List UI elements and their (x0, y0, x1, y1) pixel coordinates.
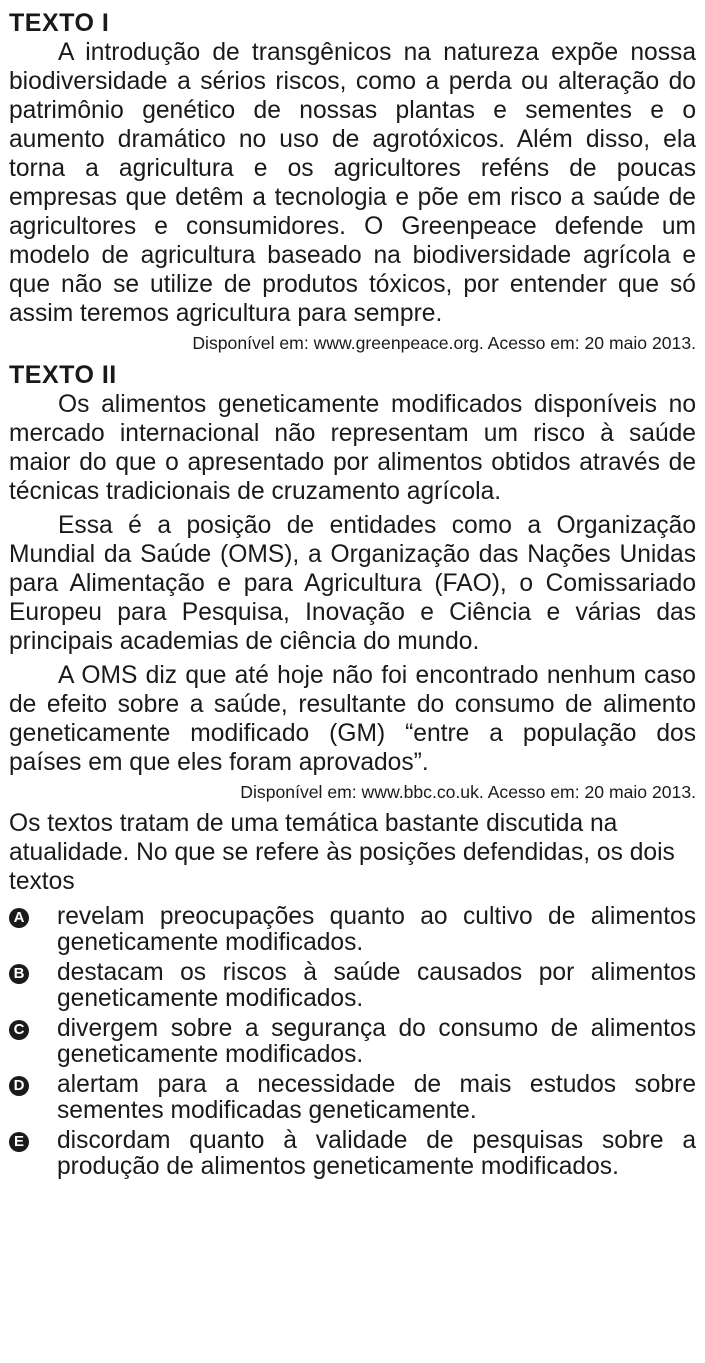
option-c-text: divergem sobre a segurança do consumo de alimentos geneticamente modificados. (57, 1015, 696, 1068)
answer-options (9, 904, 696, 1180)
option-c-letter-icon: C (9, 1020, 29, 1040)
texto1-paragraph: A introdução de transgênicos na natureza expõe nossa biodiversidade a sérios riscos, como a perda ou alteração do patrimônio genético de nossas plantas e sementes e o aumento dramático no uso de agrotóxicos. Além disso, ela torna a agricultura e os agricultores reféns de poucas empresas que detêm a tecnologia e põe em risco a saúde de agricultores e consumidores. O Greenpeace defende um modelo de agricultura baseado na biodiversidade agrícola e que não se utilize de produtos tóxicos, por entender que só assim teremos agricultura para sempre. (9, 39, 696, 327)
option-e-text: discordam quanto à validade de pesquisas sobre a produção de alimentos geneticamente modificados. (57, 1127, 696, 1180)
question-stem: Os textos tratam de uma temática bastante discutida na atualidade. No que se refere às posições defendidas, os dois textos (9, 810, 675, 895)
option-b-text: destacam os riscos à saúde causados por alimentos geneticamente modificados. (57, 959, 696, 1012)
option-a-text: revelam preocupações quanto ao cultivo de alimentos geneticamente modificados. (57, 903, 696, 956)
option-b-letter-icon: B (9, 964, 29, 984)
option-d-text: alertam para a necessidade de mais estudos sobre sementes modificadas geneticamente. (57, 1071, 696, 1124)
texto2-paragraph-3: A OMS diz que até hoje não foi encontrado nenhum caso de efeito sobre a saúde, resultante do consumo de alimento geneticamente modificado (GM) “entre a população dos países em que eles foram aprovados”. (9, 662, 696, 776)
texto2-title: TEXTO II (9, 361, 117, 389)
option-e-letter-icon: E (9, 1132, 29, 1152)
option-d[interactable] (9, 1072, 696, 1124)
option-e[interactable] (9, 1128, 696, 1180)
option-d-letter-icon: D (9, 1076, 29, 1096)
texto1-source: Disponível em: www.greenpeace.org. Acesso em: 20 maio 2013. (192, 333, 696, 353)
texto1-title: TEXTO I (9, 9, 110, 37)
option-c[interactable] (9, 1016, 696, 1068)
option-a[interactable] (9, 904, 696, 956)
texto2-source: Disponível em: www.bbc.co.uk. Acesso em: 20 maio 2013. (240, 782, 696, 802)
option-b[interactable] (9, 960, 696, 1012)
texto2-paragraph-1: Os alimentos geneticamente modificados disponíveis no mercado internacional não representam um risco à saúde maior do que o apresentado por alimentos obtidos através de técnicas tradicionais de cruzamento agrícola. (9, 391, 696, 505)
texto2-paragraph-2: Essa é a posição de entidades como a Organização Mundial da Saúde (OMS), a Organização das Nações Unidas para Alimentação e para Agricultura (FAO), o Comissariado Europeu para Pesquisa, Inovação e Ciência e várias das principais academias de ciência do mundo. (9, 512, 696, 655)
option-a-letter-icon: A (9, 908, 29, 928)
